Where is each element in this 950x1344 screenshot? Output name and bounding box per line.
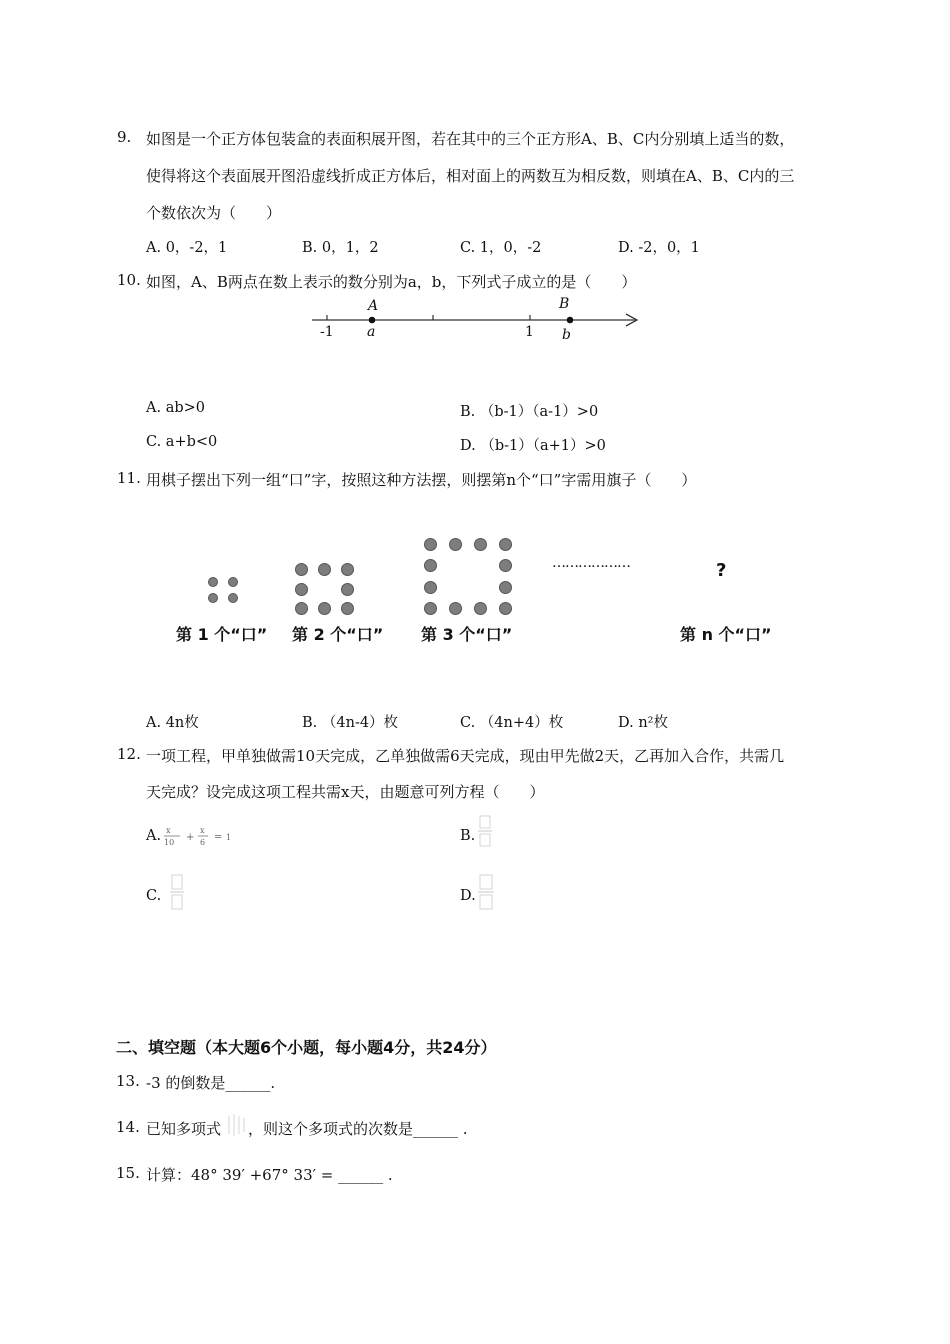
svg-text:x: x [200,826,205,835]
question-text-after: ，则这个多项式的次数是______ . [248,1120,468,1138]
chess-piece [228,593,238,603]
figure-label-1: 第 1 个“口” [176,625,268,644]
svg-text:6: 6 [200,838,206,847]
section-heading: 二、填空题（本大题6个小题，每小题4分，共24分） [116,1038,497,1057]
svg-text:1: 1 [226,833,232,842]
equation-image-d [476,873,496,911]
chess-piece [424,559,437,572]
chess-piece [499,602,512,615]
svg-text:10: 10 [164,838,175,847]
point-b [567,317,574,324]
question-text: 用棋子摆出下列一组“口”字，按照这种方法摆，则摆第n个“口”字需用旗子（ ） [146,471,697,489]
number-line [300,296,650,346]
point-b-var: b [562,327,571,343]
chess-piece [318,563,331,576]
option-b[interactable]: B. [460,828,476,844]
option-c[interactable]: C. 1，0，-2 [460,240,542,256]
svg-text:+: + [186,832,195,843]
question-number: 14. [116,1118,140,1136]
chess-piece [341,602,354,615]
question-number: 12. [117,745,141,763]
unknown-figure-mark: ? [716,560,727,581]
question-text-line: 天完成？设完成这项工程共需x天，由题意可列方程（ ） [146,783,545,801]
question-text: 如图，A、B两点在数上表示的数分别为a，b，下列式子成立的是（ ） [146,273,637,291]
option-d[interactable]: D. -2，0，1 [618,240,700,256]
chess-piece [341,583,354,596]
option-c[interactable]: C. [146,888,162,904]
chess-piece [424,581,437,594]
chess-piece [499,559,512,572]
polynomial-image [226,1112,248,1138]
point-a [369,317,376,324]
option-c[interactable]: C. a+b<0 [146,434,218,450]
chess-piece [295,602,308,615]
question-text-line: 一项工程，甲单独做需10天完成，乙单独做需6天完成，现由甲先做2天，乙再加入合作，共需几 [146,747,785,765]
chess-piece [318,602,331,615]
chess-piece [341,563,354,576]
chess-piece [449,538,462,551]
option-b[interactable]: B. 0，1，2 [302,240,379,256]
chess-piece [474,602,487,615]
tick-label-neg1: -1 [320,324,334,340]
question-number: 15. [116,1164,140,1182]
figure-label-3: 第 3 个“口” [421,625,513,644]
option-d[interactable]: D. n²枚 [618,715,668,731]
chess-piece [449,602,462,615]
option-c[interactable]: C. （4n+4）枚 [460,715,564,731]
equation-image-b [476,814,494,848]
chess-piece [208,577,218,587]
chess-piece [424,602,437,615]
question-number: 11. [117,469,141,487]
svg-text:x: x [166,826,171,835]
option-a[interactable]: A. 0，-2，1 [146,240,228,256]
question-text-line: 使得将这个表面展开图沿虚线折成正方体后，相对面上的两数互为相反数，则填在A、B、C内的三 [146,167,795,185]
option-a[interactable]: A. [146,828,162,844]
point-a-var: a [367,324,376,340]
chess-piece [295,563,308,576]
option-b[interactable]: B. （4n-4）枚 [302,715,399,731]
figure-label-2: 第 2 个“口” [292,625,384,644]
chess-piece [208,593,218,603]
question-text: 计算：48° 39′ +67° 33′ = ______ . [146,1166,393,1184]
equation-image-a [162,825,242,847]
equation-image-c [168,873,186,911]
figure-label-n: 第 n 个“口” [680,625,772,644]
svg-text:=: = [214,832,223,843]
question-text-line: 如图是一个正方体包装盒的表面积展开图，若在其中的三个正方形A、B、C内分别填上适当的数， [146,130,795,148]
ellipsis-dots: ……………… [552,555,630,571]
chess-piece [424,538,437,551]
question-number: 9. [117,128,132,146]
question-text-before: 已知多项式 [146,1120,222,1138]
question-number: 13. [116,1072,140,1090]
number-line-figure [300,296,650,346]
option-a[interactable]: A. ab>0 [146,400,205,416]
chess-piece [474,538,487,551]
option-b[interactable]: B. （b-1）（a-1）>0 [460,404,599,420]
chess-piece [228,577,238,587]
chess-piece [499,581,512,594]
option-d[interactable]: D. （b-1）（a+1）>0 [460,438,606,454]
chess-piece [499,538,512,551]
point-b-label: B [559,296,570,312]
question-number: 10. [117,271,141,289]
option-d[interactable]: D. [460,888,476,904]
question-text-line: 个数依次为（ ） [146,204,282,222]
chess-piece [295,583,308,596]
point-a-label: A [368,298,379,314]
question-text: -3 的倒数是______. [146,1074,276,1092]
tick-label-1: 1 [525,324,534,340]
option-a[interactable]: A. 4n枚 [146,715,199,731]
